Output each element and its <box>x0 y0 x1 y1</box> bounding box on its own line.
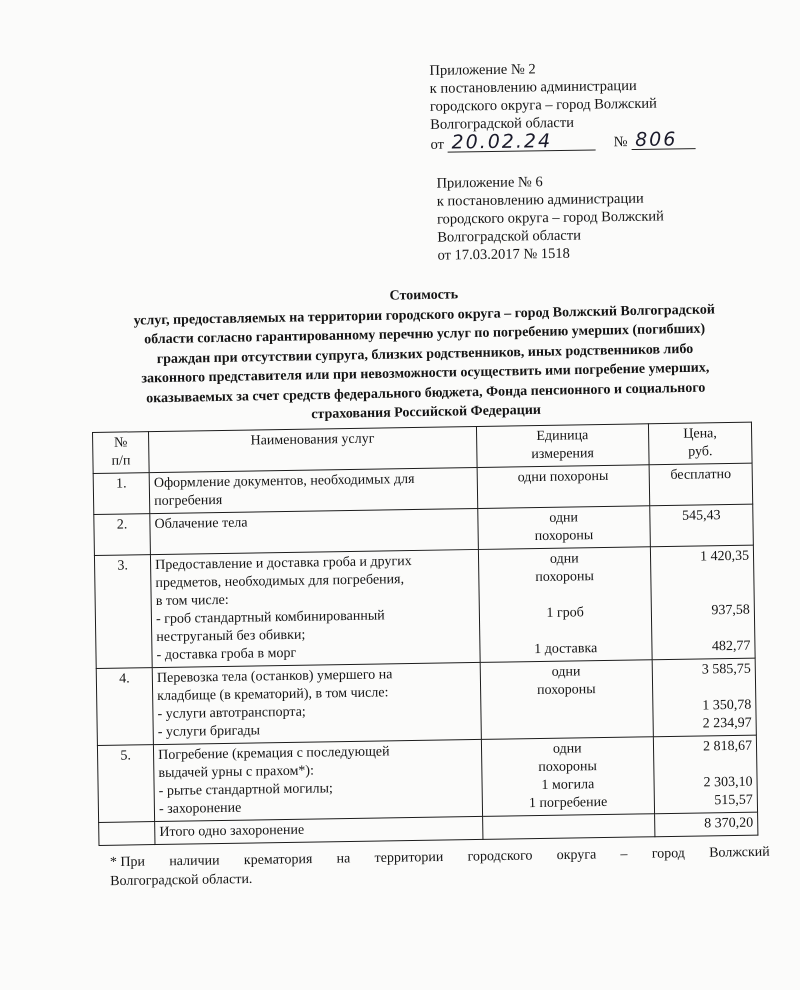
row-price-line: 2 303,10 <box>703 774 753 791</box>
appendix-6-line: городского округа – город Волжский <box>436 208 664 228</box>
row-unit-line: 1 гроб <box>546 605 584 621</box>
total-price: 8 370,20 <box>655 812 758 837</box>
row-name-line: выдачей урны с прахом*): <box>158 763 315 781</box>
appendix-2-line: Волгоградской области <box>430 114 575 133</box>
row-name-line: - услуги бригады <box>157 723 261 741</box>
footnote-word: территории <box>374 849 444 867</box>
handwritten-number: 806 <box>631 130 695 150</box>
row-name-line: кладбище (в крематорий), в том числе: <box>157 685 389 705</box>
appendix-6-line: от 17.03.2017 № 1518 <box>437 245 570 264</box>
header-num-b: п/п <box>111 453 131 469</box>
row-name-line: в том числе: <box>155 592 229 610</box>
row-name <box>150 508 478 554</box>
appendix-2-header <box>429 58 695 154</box>
row-unit-line: одни <box>549 551 579 567</box>
heading-line: услуг, предоставляемых на территории городского округа – город Волжский Волгоградской <box>133 301 716 329</box>
handwritten-date: 20.02.24 <box>447 132 595 153</box>
row-num: 2. <box>94 514 151 556</box>
header-price <box>648 422 752 465</box>
row-price-line: 515,57 <box>714 792 753 809</box>
row-unit <box>480 660 654 740</box>
row-unit-line: похороны <box>535 569 594 586</box>
row-name-line: - гроб стандартный комбинированный <box>155 608 385 628</box>
row-unit <box>478 547 652 663</box>
appendix-6-title: Приложение № 6 <box>436 174 543 192</box>
row-price <box>653 735 757 814</box>
row-name <box>152 662 481 744</box>
row-name-line: - рытье стандартной могилы; <box>158 781 333 799</box>
row-name-line: предметов, необходимых для погребения, <box>155 572 405 592</box>
row-num: 3. <box>94 555 152 669</box>
row-price <box>652 658 756 737</box>
price-table <box>92 422 758 846</box>
header-num <box>93 432 150 474</box>
table-row <box>96 658 756 745</box>
row-price <box>650 545 755 660</box>
row-name <box>154 739 483 821</box>
row-unit-line: 1 могила <box>541 777 595 793</box>
row-price-line: 1 350,78 <box>702 697 752 714</box>
row-name-line: Перевозка тела (останков) умершего на <box>156 667 393 687</box>
heading-line: оказываемых за счет средств федерального бюджета, Фонда пенсионного и социального <box>146 380 706 406</box>
row-name-line: Предоставление и доставка гроба и других <box>155 553 412 574</box>
row-unit-line: похороны <box>534 528 594 545</box>
header-price-b: руб. <box>688 444 713 460</box>
table-row <box>97 735 757 822</box>
row-price-line: 1 420,35 <box>699 548 750 565</box>
appendix-2-line: городского округа – город Волжский <box>429 95 657 115</box>
total-unit <box>482 814 655 840</box>
heading-line: области согласно гарантированному перечню услуг по погребению умерших (погибших) <box>143 321 706 348</box>
heading-line: граждан при отсутствии супруга, близких родственников, иных родственников либо <box>156 341 694 367</box>
total-label: Итого одно захоронение <box>155 816 483 844</box>
header-unit-a: Единица <box>536 428 589 445</box>
row-price-line: 2 234,97 <box>702 715 752 732</box>
table-row <box>94 545 755 668</box>
row-price-line: 3 585,75 <box>701 661 751 678</box>
row-name-line: Облачение тела <box>154 515 248 533</box>
footnote-word: крематория <box>243 852 313 869</box>
appendix-6-line: к постановлению администрации <box>436 190 644 210</box>
row-name-line: Оформление документов, необходимых для <box>153 471 415 492</box>
row-name-line: - доставка гроба в морг <box>156 645 297 664</box>
footnote-word: – <box>620 847 628 863</box>
header-price-a: Цена, <box>683 426 717 442</box>
footnote-word: наличии <box>169 853 220 870</box>
number-prefix: № <box>613 134 628 151</box>
row-name <box>149 467 477 513</box>
row-name-line: погребения <box>154 492 223 510</box>
row-unit-line: 1 доставка <box>534 641 598 658</box>
row-unit-line: похороны <box>536 682 596 699</box>
row-name-line: - захоронение <box>158 800 242 817</box>
row-name <box>151 549 480 667</box>
row-unit <box>481 737 655 817</box>
row-num: 1. <box>93 473 150 515</box>
footnote-word: городского <box>467 848 533 865</box>
footnote-word: город <box>651 846 686 862</box>
row-num: 5. <box>97 745 154 823</box>
row-name-line: - услуги автотранспорта; <box>157 704 306 723</box>
row-name-line: неструганый без обивки; <box>156 627 306 646</box>
row-unit: одни похороны <box>477 465 650 509</box>
total-num <box>99 822 155 846</box>
appendix-2-line: к постановлению администрации <box>429 77 637 97</box>
row-unit-line: 1 погребение <box>528 794 608 812</box>
date-prefix: от <box>430 136 445 153</box>
row-unit-line: одни <box>551 664 581 680</box>
row-price-line: 937,58 <box>711 602 750 619</box>
row-unit-line: одни <box>549 510 579 526</box>
row-unit <box>477 506 650 550</box>
footnote-line-2: Волгоградской области. <box>110 871 253 890</box>
footnote <box>110 843 771 891</box>
document-heading <box>94 280 756 429</box>
header-name-text: Наименования услуг <box>250 431 375 449</box>
footnote-word: Волжский <box>709 844 770 861</box>
price-table-wrapper <box>92 422 758 846</box>
row-price-line: 2 818,67 <box>702 738 753 755</box>
row-price-line: 482,77 <box>711 638 751 655</box>
footnote-word: * При <box>109 854 146 871</box>
appendix-6-header <box>436 171 664 264</box>
row-price: бесплатно <box>649 463 753 506</box>
row-unit-line: одни <box>552 741 582 757</box>
appendix-2-title: Приложение № 2 <box>429 61 536 79</box>
header-unit-b: измерения <box>531 446 595 463</box>
header-name <box>149 426 477 472</box>
row-price: 545,43 <box>650 504 754 547</box>
footnote-word: округа <box>556 847 597 864</box>
row-num: 4. <box>96 668 153 746</box>
appendix-6-line: Волгоградской области <box>437 227 582 246</box>
header-unit <box>476 424 649 468</box>
row-unit-line: похороны <box>538 759 597 776</box>
footnote-word: на <box>336 851 351 867</box>
heading-title: Стоимость <box>389 287 459 304</box>
header-num-a: № <box>113 435 128 451</box>
heading-line: законного представителя или при невозможности осуществить ими погребение умерших, <box>141 360 710 387</box>
heading-line: страхования Российской Федерации <box>311 402 542 423</box>
appendix-2-date-line <box>430 130 695 154</box>
row-name-line: Погребение (кремация с последующей <box>158 744 390 763</box>
